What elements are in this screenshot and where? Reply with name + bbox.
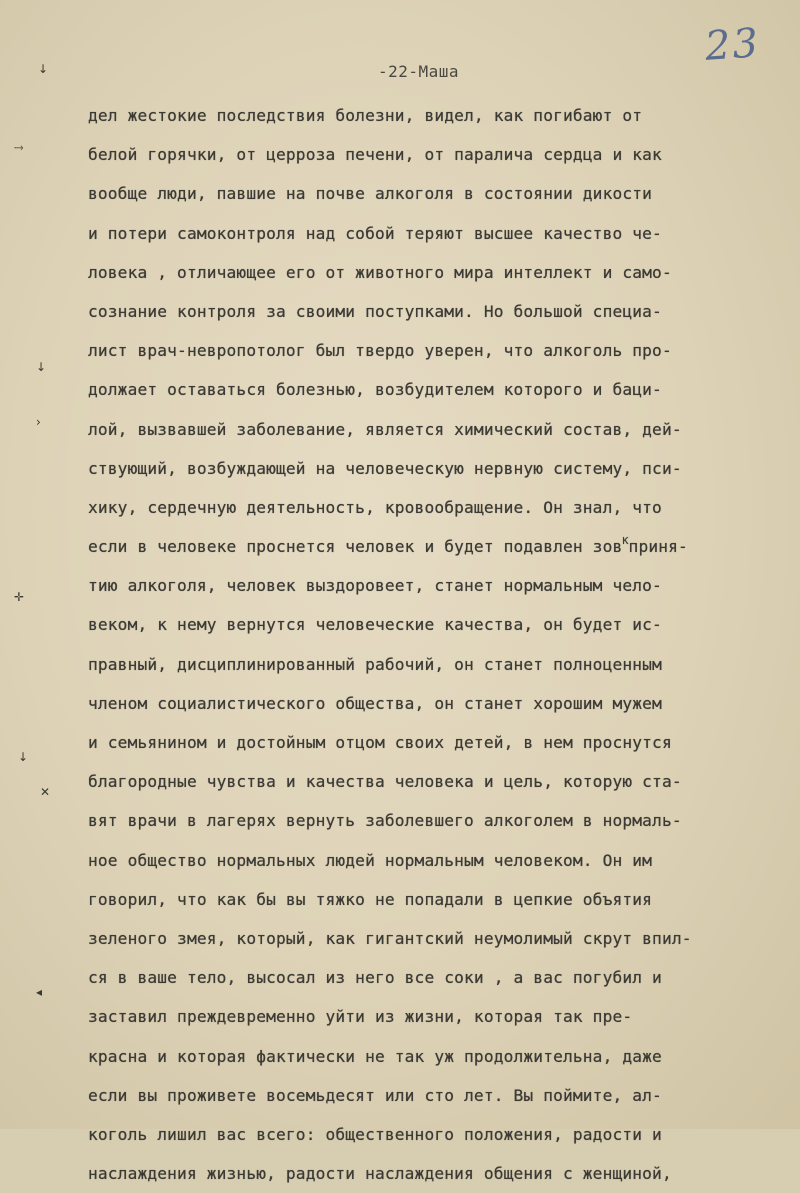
text-line: сознание контроля за своими поступками. Но большой специа- xyxy=(88,301,662,321)
text-line: и семьянином и достойным отцом своих детей, в нем проснутся xyxy=(88,733,672,752)
text-line: вообще люди, павшие на почве алкоголя в состоянии дикости xyxy=(88,184,653,204)
handwritten-page-number: 23 xyxy=(703,20,762,70)
text-fragment: если в человеке проснется человек и будет подавлен зов xyxy=(88,537,623,557)
margin-mark: ⤑ xyxy=(14,140,24,154)
text-line: белой горячки, от церроза печени, от паралича сердца и как xyxy=(88,145,662,165)
text-line: ся в ваше тело, высосал из него все соки , а вас погубил и xyxy=(88,968,662,988)
text-line: ное общество нормальных людей нормальным человеком. Он им xyxy=(88,850,653,870)
text-line: говорил, что как бы вы тяжко не попадали в цепкие объятия xyxy=(88,889,653,909)
margin-mark: ✕ xyxy=(40,785,51,799)
text-fragment: приня- xyxy=(628,537,688,557)
text-line: зеленого змея, который, как гигантский неумолимый скрут впил- xyxy=(88,928,692,948)
text-line: должает оставаться болезнью, возбудителем которого и бaци- xyxy=(88,380,662,400)
margin-mark: › xyxy=(36,415,41,429)
margin-mark: ◂ xyxy=(36,985,43,999)
text-line: тию алкоголя, человек выздоровеет, станет нормальным чело- xyxy=(88,576,662,596)
text-line: лой, вызвавшей заболевание, является химический состав, дей- xyxy=(88,419,682,439)
text-line: дел жестокие последствия болезни, видел, как погибают от xyxy=(88,106,643,125)
text-line: если вы проживете восемьдесят или сто лет. Вы поймите, ал- xyxy=(88,1085,662,1105)
text-line: коголь лишил вас всего: общественного положения, радости и xyxy=(88,1124,662,1144)
text-line: хику, сердечную деятельность, кровообращение. Он знал, что xyxy=(88,497,662,517)
page-header: -22-Маша xyxy=(378,62,460,81)
superscript-correction: К xyxy=(622,536,629,548)
text-line: правный, дисциплинированный рабочий, он станет полноценным xyxy=(88,654,662,674)
text-line: вят врачи в лагерях вернуть заболевшего алкоголем в нормаль- xyxy=(88,811,682,831)
text-line: членом социалистического общества, он станет хорошим мужем xyxy=(88,693,662,713)
text-line: благородные чувства и качества человека и цель, которую ста- xyxy=(88,772,682,792)
text-line: ствующий, возбуждающей на человеческую нервную систему, пси- xyxy=(88,458,682,478)
text-line: красна и которая фактически не так уж продолжительна, даже xyxy=(88,1046,662,1066)
text-line: и потери самоконтроля над собой теряют высшее качество че- xyxy=(88,223,662,243)
margin-mark: ↓ xyxy=(38,62,49,76)
margin-mark: ↓ xyxy=(36,360,47,374)
text-line: заставил преждевременно уйти из жизни, которая так пре- xyxy=(88,1007,633,1027)
text-line: веком, к нему вернутся человеческие качества, он будет ис- xyxy=(88,615,662,635)
text-line: ловека , отличающее его от животного мира интеллект и само- xyxy=(88,262,672,282)
margin-mark: ✛ xyxy=(14,590,25,604)
text-line: наслаждения жизнью, радости наслаждения общения с женщиной, xyxy=(88,1164,672,1184)
text-line xyxy=(88,527,753,566)
text-line: лист врач-невропотолог был твердо уверен, что алкоголь про- xyxy=(88,341,672,361)
typewritten-body xyxy=(88,96,753,1193)
margin-mark: ↓ xyxy=(18,750,29,764)
